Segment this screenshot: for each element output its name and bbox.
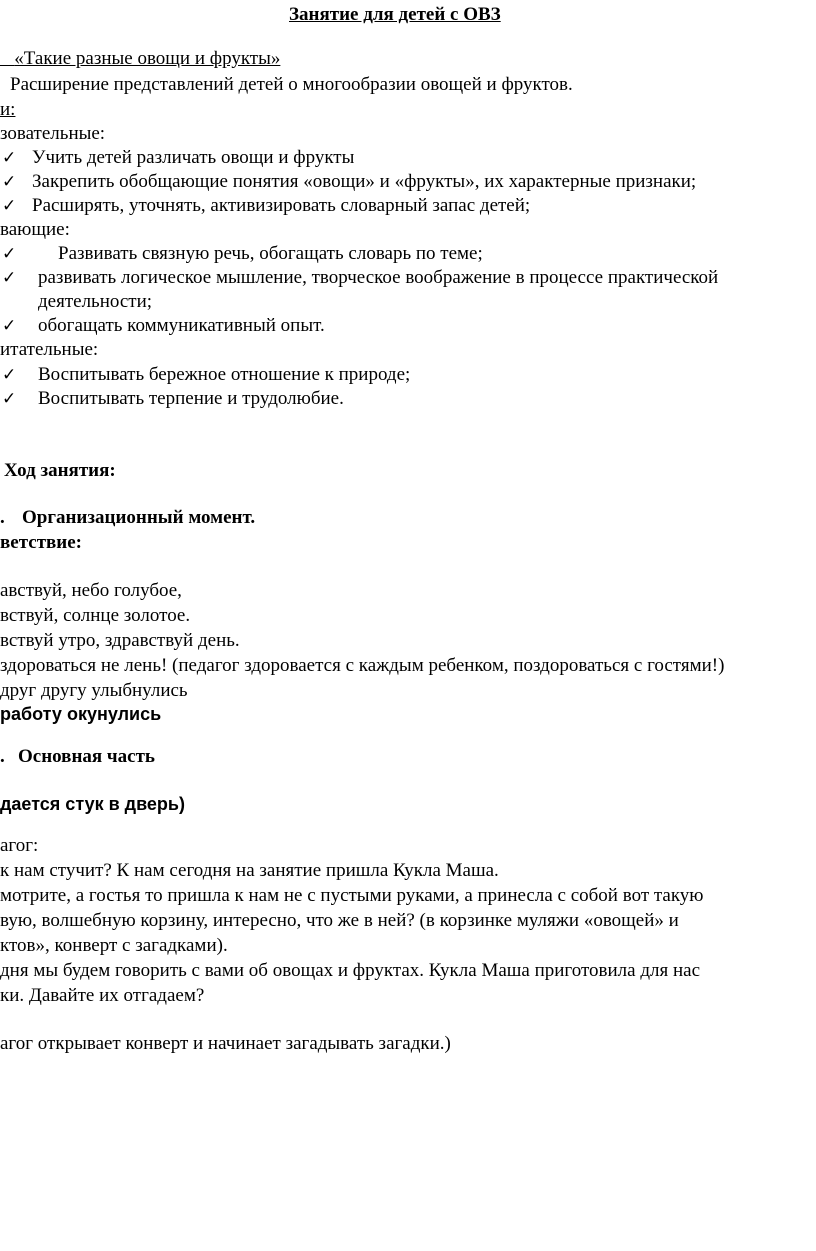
check-icon: ✓ bbox=[2, 365, 17, 385]
developing-item: развивать логическое мышление, творческое воображение в процессе практической bbox=[38, 267, 719, 288]
educational-label: зовательные: bbox=[0, 123, 106, 144]
educational-item: Расширять, уточнять, активизировать словарный запас детей; bbox=[32, 195, 531, 216]
greeting-line: друг другу улыбнулись bbox=[0, 680, 188, 701]
greeting-line: вствуй, солнце золотое. bbox=[0, 605, 191, 626]
upbringing-item: Воспитывать терпение и трудолюбие. bbox=[38, 388, 344, 409]
course-title: Ход занятия: bbox=[4, 460, 116, 481]
developing-label: вающие: bbox=[0, 219, 70, 240]
check-icon: ✓ bbox=[2, 316, 17, 336]
knock-note: дается стук в дверь) bbox=[0, 794, 185, 814]
greeting-line: здороваться не лень! (педагог здоровается с каждым ребенком, поздороваться с гостями!) bbox=[0, 655, 725, 676]
body-line: вую, волшебную корзину, интересно, что же в ней? (в корзинке муляжи «овощей» и bbox=[0, 910, 679, 931]
developing-item-continuation: деятельности; bbox=[38, 291, 153, 312]
check-icon: ✓ bbox=[2, 389, 17, 409]
check-icon: ✓ bbox=[2, 196, 17, 216]
upbringing-label: итательные: bbox=[0, 339, 99, 360]
goal-line: Расширение представлений детей о многообразии овощей и фруктов. bbox=[10, 74, 573, 95]
body-line: ктов», конверт с загадками). bbox=[0, 935, 228, 956]
greeting-line: авствуй, небо голубое, bbox=[0, 580, 182, 601]
greeting-line: вствуй утро, здравствуй день. bbox=[0, 630, 240, 651]
body-line: дня мы будем говорить с вами об овощах и фруктах. Кукла Маша приготовила для нас bbox=[0, 960, 701, 981]
section1-title: Организационный момент. bbox=[22, 507, 256, 528]
educational-item: Закрепить обобщающие понятия «овощи» и «фрукты», их характерные признаки; bbox=[32, 171, 697, 192]
check-icon: ✓ bbox=[2, 172, 17, 192]
check-icon: ✓ bbox=[2, 148, 17, 168]
educational-item: Учить детей различать овощи и фрукты bbox=[32, 147, 355, 168]
developing-item: обогащать коммуникативный опыт. bbox=[38, 315, 325, 336]
greeting-title: ветствие: bbox=[0, 532, 82, 553]
body-line: ки. Давайте их отгадаем? bbox=[0, 985, 205, 1006]
teacher-label: агог: bbox=[0, 835, 39, 856]
check-icon: ✓ bbox=[2, 268, 17, 288]
body-line: мотрите, а гостья то пришла к нам не с пустыми руками, а принесла с собой вот такую bbox=[0, 885, 704, 906]
developing-item: Развивать связную речь, обогащать словарь по теме; bbox=[58, 243, 483, 264]
topic-line bbox=[0, 48, 280, 70]
body-line: к нам стучит? К нам сегодня на занятие пришла Кукла Маша. bbox=[0, 860, 499, 881]
topic-text: «Такие разные овощи и фрукты» bbox=[14, 48, 281, 69]
tasks-label: и: bbox=[0, 99, 16, 120]
section2-title: Основная часть bbox=[18, 746, 155, 767]
section1-number: . bbox=[0, 507, 5, 528]
section2-number: . bbox=[0, 746, 5, 767]
page-title: Занятие для детей с ОВЗ bbox=[289, 4, 501, 25]
greeting-line: работу окунулись bbox=[0, 704, 162, 724]
upbringing-item: Воспитывать бережное отношение к природе; bbox=[38, 364, 411, 385]
check-icon: ✓ bbox=[2, 244, 17, 264]
final-line: агог открывает конверт и начинает загадывать загадки.) bbox=[0, 1033, 451, 1054]
